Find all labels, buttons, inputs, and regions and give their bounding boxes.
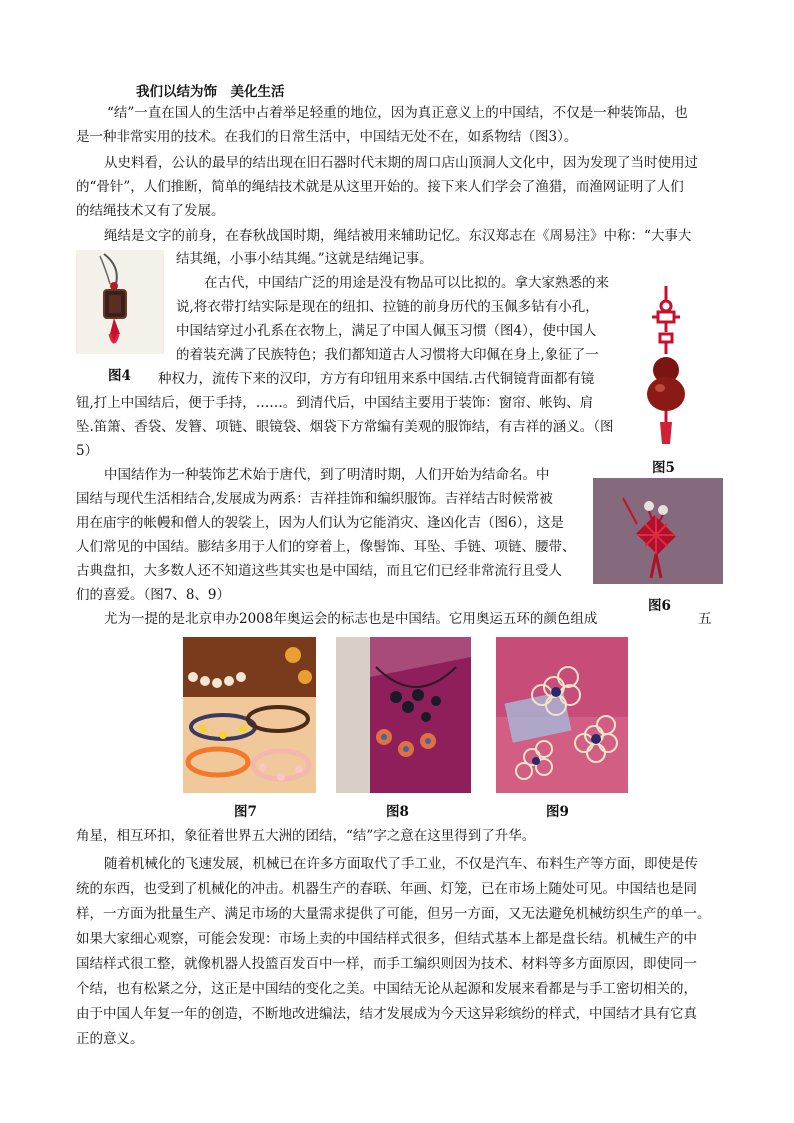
text-line: 种权力，流传下来的汉印，方方有印钮用来系中国结.古代铜镜背面都有镜 xyxy=(158,371,595,387)
text-line: 是一种非常实用的技术。在我们的日常生活中，中国结无处不在，如系物结（图3）。 xyxy=(76,129,578,145)
figure-6-image xyxy=(593,478,723,584)
text-line: 角星，相互环扣，象征着世界五大洲的团结，“结”字之意在这里得到了升华。 xyxy=(76,828,536,844)
text-line: 说,将衣带打结实际是现在的纽扣、拉链的前身历代的玉佩多钻有小孔， xyxy=(176,299,599,315)
figure-8-image xyxy=(336,637,471,793)
figure-9-caption: 图9 xyxy=(546,804,569,820)
text-line: 钮,打上中国结后，便于手持，……。到清代后，中国结主要用于装饰：窗帘、帐钩、肩 xyxy=(76,395,594,411)
text-line: 的着装充满了民族特色；我们都知道古人习惯将大印佩在身上,象征了一 xyxy=(176,347,599,363)
text-line: 五 xyxy=(698,611,712,627)
text-line: 统的东西，也受到了机械化的冲击。机器生产的春联、年画、灯笼，已在市场上随处可见。中国结也是同 xyxy=(76,881,697,897)
text-line: 国结样式很工整，就像机器人投篮百发百中一样，而手工编织则因为技术、材料等多方面原因，即使同一 xyxy=(76,956,697,972)
text-line: 随着机械化的飞速发展，机械已在许多方面取代了手工业，不仅是汽车、布料生产等方面，即使是传 xyxy=(104,856,698,872)
text-line: 尤为一提的是北京申办2008年奥运会的标志也是中国结。它用奥运五环的颜色组成 xyxy=(104,611,598,627)
figure-7-caption: 图7 xyxy=(234,804,257,820)
figure-6-caption: 图6 xyxy=(648,598,671,614)
text-line: “结”一直在国人的生活中占着举足轻重的地位，因为真正意义上的中国结，不仅是一种装饰品，也 xyxy=(107,105,688,121)
text-line: 中国结作为一种装饰艺术始于唐代，到了明清时期，人们开始为结命名。中 xyxy=(104,467,550,483)
figure-4-image xyxy=(76,250,164,354)
figure-7-image xyxy=(183,637,316,793)
figure-8-caption: 图8 xyxy=(386,804,409,820)
text-line: 在古代，中国结广泛的用途是没有物品可以比拟的。拿大家熟悉的来 xyxy=(204,275,609,291)
text-line: 古典盘扣，大多数人还不知道这些其实也是中国结，而且它们已经非常流行且受人 xyxy=(76,563,562,579)
figure-5-caption: 图5 xyxy=(652,460,675,476)
figure-5-image xyxy=(636,282,696,446)
text-line: 从史料看，公认的最早的结出现在旧石器时代末期的周口店山顶洞人文化中，因为发现了当时使用过 xyxy=(104,155,698,171)
figure-4-caption: 图4 xyxy=(108,368,131,384)
text-line: 人们常见的中国结。膨结多用于人们的穿着上，像髻饰、耳坠、手链、项链、腰带、 xyxy=(76,539,576,555)
text-line: 个结，也有松紧之分，这正是中国结的变化之美。中国结无论从起源和发展来看都是与手工密切相关的， xyxy=(76,981,697,997)
text-line: 如果大家细心观察，可能会发现：市场上卖的中国结样式很多，但结式基本上都是盘长结。机械生产的中 xyxy=(76,931,697,947)
text-line: 由于中国人年复一年的创造，不断地改进编法，结才发展成为今天这异彩缤纷的样式，中国结才具有它真 xyxy=(76,1006,697,1022)
text-line: 的结绳技术又有了发展。 xyxy=(76,203,225,219)
text-line: 结其绳，小事小结其绳。”这就是结绳记事。 xyxy=(176,251,433,267)
text-line: 样，一方面为批量生产、满足市场的大量需求提供了可能，但另一方面，又无法避免机械纺织生产的单一。 xyxy=(76,906,711,922)
text-line: 5） xyxy=(76,443,99,459)
text-line: 绳结是文字的前身，在春秋战国时期，绳结被用来辅助记忆。东汉郑志在《周易注》中称：“大事大 xyxy=(104,228,692,244)
text-line: 正的意义。 xyxy=(76,1031,144,1047)
figure-9-image xyxy=(496,637,628,793)
text-line: 国结与现代生活相结合,发展成为两系：吉祥挂饰和编织服饰。吉祥结古时候常被 xyxy=(76,491,553,507)
text-line: 中国结穿过小孔系在衣物上，满足了中国人佩玉习惯（图4），使中国人 xyxy=(176,323,597,339)
text-line: 用在庙宇的帐幔和僧人的袈裟上，因为人们认为它能消灾、逢凶化吉（图6），这是 xyxy=(76,515,564,531)
text-line: 们的喜爱。（图7、8、9） xyxy=(76,587,231,603)
text-line: 坠.笛箫、香袋、发簪、项链、眼镜袋、烟袋下方常编有美观的服饰结，有吉祥的涵义。（图 xyxy=(76,419,614,435)
text-line: 的“骨针”，人们推断，简单的绳结技术就是从这里开始的。接下来人们学会了渔猎，而渔网证明了人们 xyxy=(76,179,684,195)
page-title: 我们以结为饰 美化生活 xyxy=(136,84,285,100)
